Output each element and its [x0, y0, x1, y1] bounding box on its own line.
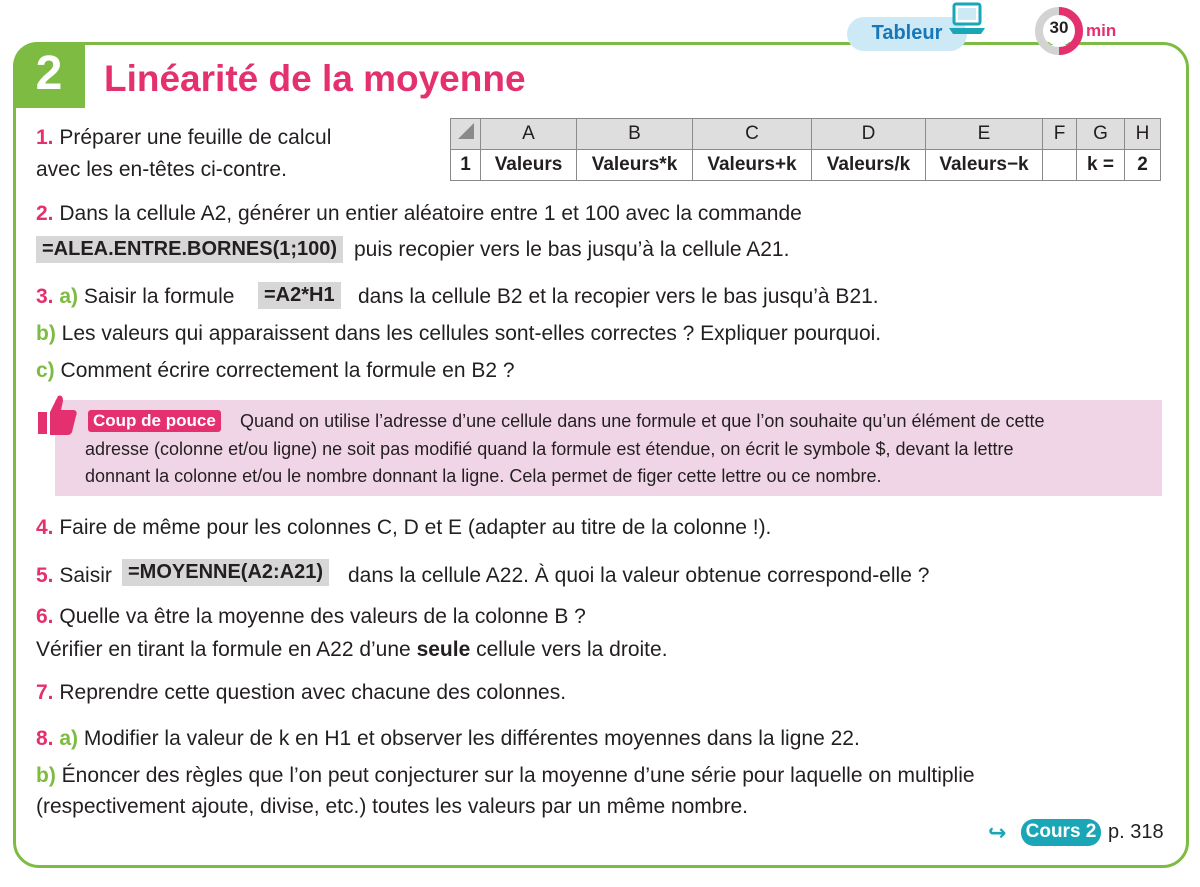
column-header: D — [812, 119, 926, 150]
question-2-line1: Dans la cellule A2, générer un entier aléatoire entre 1 et 100 avec la commande — [59, 202, 802, 225]
question-8b-label: b) — [36, 764, 56, 787]
question-3a-label: a) — [59, 285, 79, 308]
question-3-number: 3. — [36, 285, 54, 308]
question-3b-label: b) — [36, 322, 56, 345]
column-header: G — [1077, 119, 1125, 150]
column-header: C — [693, 119, 812, 150]
formula-a2h1: =A2*H1 — [258, 282, 341, 309]
question-3b — [36, 322, 881, 346]
arrow-icon: ↪ — [988, 820, 1007, 845]
question-5 — [36, 564, 112, 588]
laptop-icon — [945, 0, 989, 42]
question-3c — [36, 359, 515, 383]
duration-value: 30 — [1049, 18, 1069, 37]
duration-unit: min — [1086, 21, 1117, 40]
exercise-number: 2 — [35, 47, 63, 100]
question-8b-line1: Énoncer des règles que l’on peut conjecturer sur la moyenne d’une série pour laquelle on multiplie — [61, 764, 975, 787]
corner-triangle-icon — [457, 122, 475, 140]
question-1-line1: Préparer une feuille de calcul — [59, 126, 332, 149]
question-1-number: 1. — [36, 126, 54, 149]
cell: Valeurs+k — [693, 150, 812, 181]
column-header: F — [1043, 119, 1077, 150]
question-1 — [36, 126, 331, 150]
tableur-tag-label: Tableur — [871, 22, 943, 44]
formula-moyenne: =MOYENNE(A2:A21) — [122, 559, 329, 586]
exercise-title: Linéarité de la moyenne — [104, 58, 526, 99]
question-2-line2: puis recopier vers le bas jusqu’à la cellule A21. — [354, 238, 790, 261]
question-5-before: Saisir — [59, 564, 112, 587]
question-6-line1: Quelle va être la moyenne des valeurs de la colonne B ? — [59, 605, 586, 628]
spreadsheet-corner — [451, 119, 481, 150]
tip-line3: donnant la colonne et/ou le nombre donnant la ligne. Cela permet de figer cette lettre ou ce nombre. — [85, 466, 882, 486]
question-5-number: 5. — [36, 564, 54, 587]
column-header: A — [481, 119, 577, 150]
cours-page-ref: p. 318 — [1108, 821, 1164, 843]
column-header: H — [1125, 119, 1161, 150]
question-6-line2-before: Vérifier en tirant la formule en A22 d’une — [36, 638, 411, 661]
question-7-text: Reprendre cette question avec chacune des colonnes. — [59, 681, 567, 704]
column-header: B — [577, 119, 693, 150]
question-1-line2: avec les en-têtes ci-contre. — [36, 158, 287, 181]
question-7-number: 7. — [36, 681, 54, 704]
cell: 2 — [1125, 150, 1161, 181]
spreadsheet-row-1 — [451, 150, 1161, 181]
question-2 — [36, 202, 802, 226]
cell — [1043, 150, 1077, 181]
question-8a-label: a) — [59, 727, 79, 750]
thumbs-up-icon — [36, 392, 80, 438]
question-3c-text: Comment écrire correctement la formule en B2 ? — [60, 359, 515, 382]
cell: Valeurs/k — [812, 150, 926, 181]
question-2-number: 2. — [36, 202, 54, 225]
cell: k = — [1077, 150, 1125, 181]
formula-alea: =ALEA.ENTRE.BORNES(1;100) — [36, 236, 343, 263]
column-header: E — [926, 119, 1043, 150]
question-3c-label: c) — [36, 359, 55, 382]
question-8a-text: Modifier la valeur de k en H1 et observer les différentes moyennes dans la ligne 22. — [83, 727, 860, 750]
question-8-number: 8. — [36, 727, 54, 750]
row-number: 1 — [451, 150, 481, 181]
question-4-text: Faire de même pour les colonnes C, D et E (adapter au titre de la colonne !). — [59, 516, 772, 539]
tip-line2: adresse (colonne et/ou ligne) ne soit pas modifié quand la formule est étendue, on écrit le symbole $, devant la lettre — [85, 439, 1014, 459]
question-7 — [36, 681, 566, 705]
question-6-line2-after: cellule vers la droite. — [476, 638, 668, 661]
question-3b-text: Les valeurs qui apparaissent dans les cellules sont-elles correctes ? Expliquer pourquoi. — [61, 322, 882, 345]
question-6-line2 — [36, 638, 668, 662]
question-6-number: 6. — [36, 605, 54, 628]
tip-badge: Coup de pouce — [88, 410, 221, 432]
question-6-line2-bold: seule — [416, 638, 471, 661]
question-5-after: dans la cellule A22. À quoi la valeur obtenue correspond-elle ? — [348, 564, 930, 587]
tip-line1: Quand on utilise l’adresse d’une cellule dans une formule et que l’on souhaite qu’un élément de cette — [240, 411, 1045, 431]
spreadsheet-header-row — [451, 119, 1161, 150]
cell: Valeurs*k — [577, 150, 693, 181]
question-3a-before: Saisir la formule — [83, 285, 235, 308]
question-3a-after: dans la cellule B2 et la recopier vers le bas jusqu’à B21. — [358, 285, 879, 308]
cell: Valeurs−k — [926, 150, 1043, 181]
question-8a — [36, 727, 860, 751]
question-4-number: 4. — [36, 516, 54, 539]
cours-link[interactable]: Cours 2 — [1021, 819, 1101, 846]
question-8b — [36, 764, 975, 788]
question-8b-line2: (respectivement ajoute, divise, etc.) toutes les valeurs par un même nombre. — [36, 795, 748, 818]
question-3a — [36, 285, 234, 309]
cell: Valeurs — [481, 150, 577, 181]
spreadsheet-table — [450, 118, 1161, 181]
question-4 — [36, 516, 771, 540]
exercise-number-box — [13, 42, 85, 108]
question-6 — [36, 605, 586, 629]
